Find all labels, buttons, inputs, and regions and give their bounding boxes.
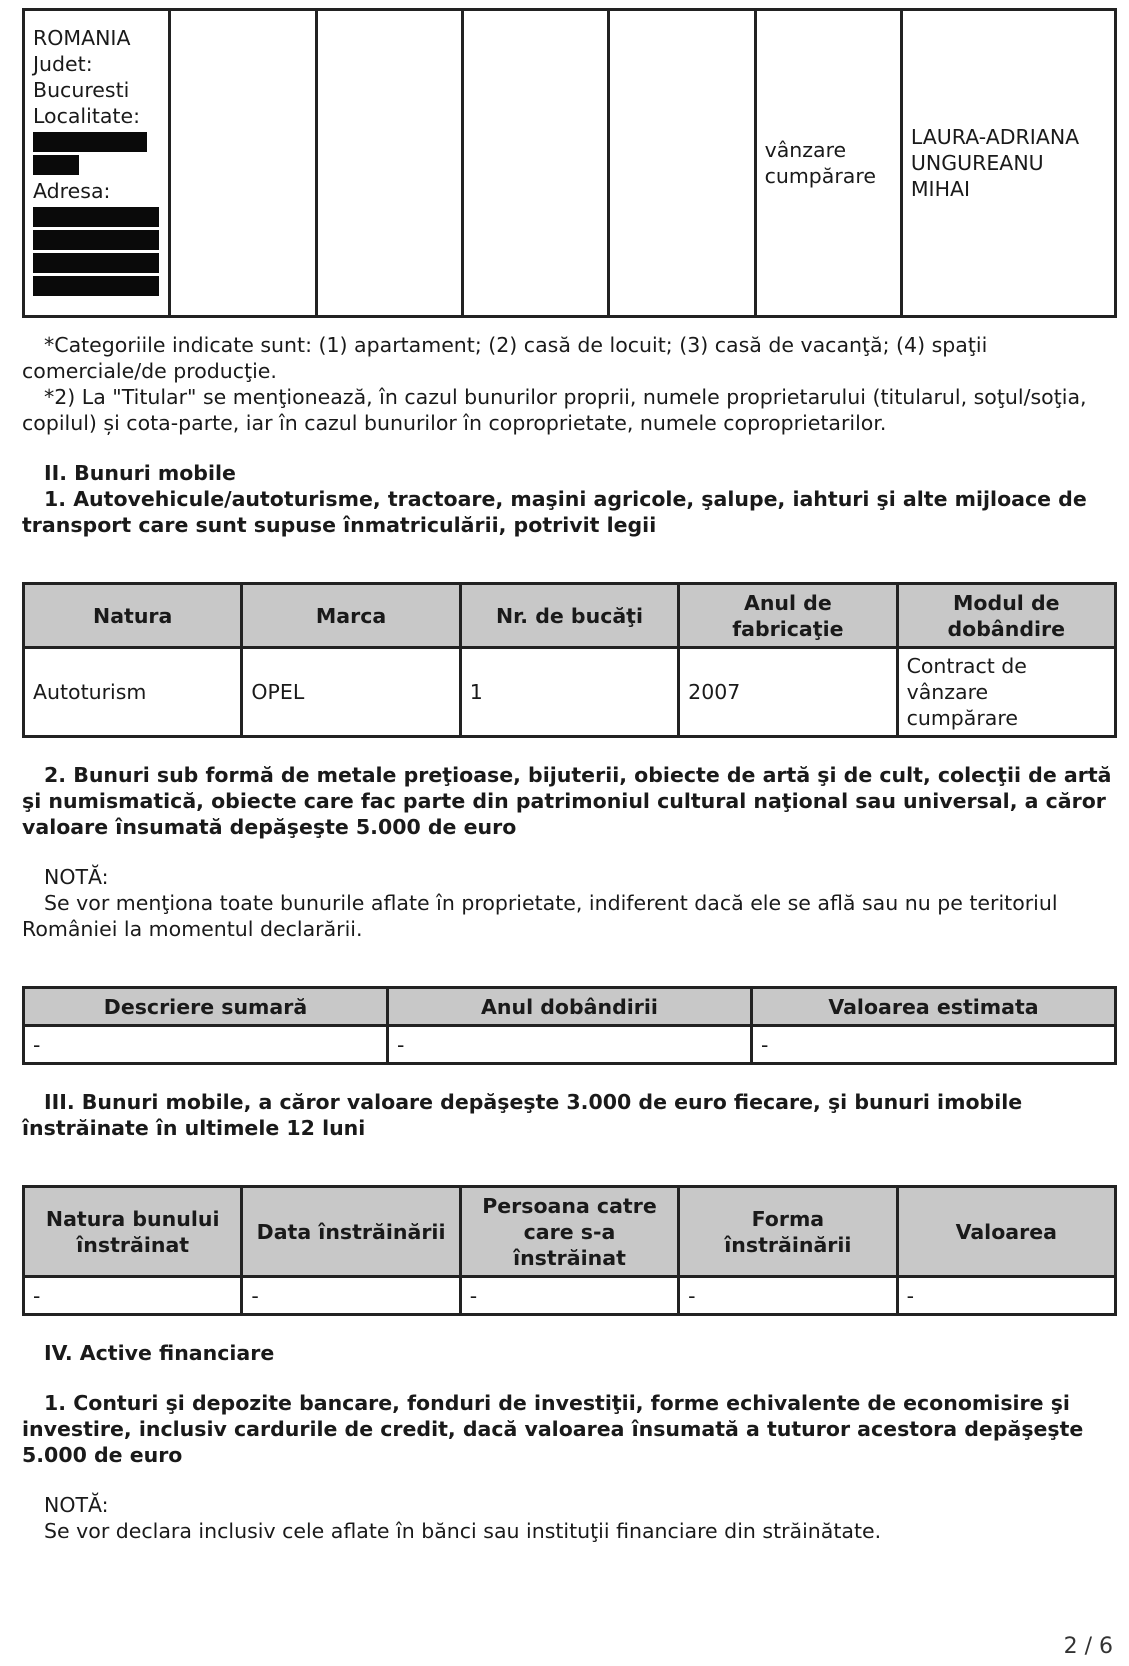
acquisition-mode-cell: vânzare cumpărare: [755, 10, 901, 317]
note-label: NOTĂ:: [44, 1493, 109, 1517]
table-row: [24, 10, 1116, 317]
owner-cell: LAURA-ADRIANA UNGUREANU MIHAI: [901, 10, 1115, 317]
column-header: Nr. de bucăţi: [460, 584, 678, 648]
table-cell: Contract de vânzare cumpărare: [897, 648, 1115, 737]
column-header: Data înstrăinării: [242, 1187, 460, 1277]
column-header: Modul de dobândire: [897, 584, 1115, 648]
table-cell: Autoturism: [24, 648, 242, 737]
empty-cell: [462, 10, 608, 317]
column-header: Natura: [24, 584, 242, 648]
table-row: [24, 648, 1116, 737]
subsection-heading: 2. Bunuri sub formă de metale preţioase, bijuterii, obiecte de artă şi de cult, colecţii de artă şi numismatică, obiecte care fac parte din patrimoniul cultural naţional sau universal, a căror valoare însumată depăşeşte 5.000 de euro: [22, 763, 1112, 839]
table-cell: -: [388, 1026, 752, 1064]
table-header-row: [24, 1187, 1116, 1277]
real-estate-table: [22, 8, 1117, 318]
column-header: Descriere sumară: [24, 988, 388, 1026]
column-header: Marca: [242, 584, 460, 648]
table-cell: -: [24, 1277, 242, 1315]
table-header-row: [24, 988, 1116, 1026]
redaction-bar: [33, 230, 159, 250]
column-header: Valoarea estimata: [752, 988, 1116, 1026]
subsection-heading: 1. Conturi şi depozite bancare, fonduri de investiţii, forme echivalente de economisire şi investire, inclusiv cardurile de credit, dacă valoarea însumată a tuturor acestora depăşeşte 5.000 de euro: [22, 1391, 1084, 1467]
page-number: 2 / 6: [1063, 1634, 1113, 1659]
table-cell: -: [752, 1026, 1116, 1064]
table-row: [24, 1026, 1116, 1064]
table-cell: 1: [460, 648, 678, 737]
categories-note: *Categoriile indicate sunt: (1) apartament; (2) casă de locuit; (3) casă de vacanţă; (4) spaţii comerciale/de producţie.: [22, 333, 988, 383]
address-locality-label: Localitate:: [33, 104, 140, 128]
alienated-assets-table: [22, 1185, 1117, 1316]
valuables-table: [22, 986, 1117, 1065]
titular-note: *2) La "Titular" se menţionează, în cazul bunurilor proprii, numele proprietarului (titularul, soţul/soţia, copilul) și cota-parte, iar în cazul bunurilor în coproprietate, numele coproprietarilor.: [22, 385, 1087, 435]
table-cell: -: [679, 1277, 897, 1315]
note-text: Se vor declara inclusiv cele aflate în bănci sau instituţii financiare din străinătate.: [44, 1519, 882, 1543]
redaction-bar: [33, 207, 159, 227]
vehicles-table: [22, 582, 1117, 738]
table-cell: -: [24, 1026, 388, 1064]
redaction-bar: [33, 132, 147, 152]
table-cell: -: [897, 1277, 1115, 1315]
section-heading: IV. Active financiare: [44, 1341, 275, 1365]
redaction-bar: [33, 253, 159, 273]
document-page: [22, 8, 1117, 1544]
redaction-bar: [33, 276, 159, 296]
column-header: Anul de fabricaţie: [679, 584, 897, 648]
table-header-row: [24, 584, 1116, 648]
column-header: Natura bunului înstrăinat: [24, 1187, 242, 1277]
table-cell: -: [460, 1277, 678, 1315]
empty-cell: [316, 10, 462, 317]
address-county: Bucuresti: [33, 78, 130, 102]
column-header: Persoana catre care s-a înstrăinat: [460, 1187, 678, 1277]
redaction-bar: [33, 155, 79, 175]
table-cell: OPEL: [242, 648, 460, 737]
note-label: NOTĂ:: [44, 865, 109, 889]
address-county-label: Judet:: [33, 52, 93, 76]
address-country: ROMANIA: [33, 26, 131, 50]
subsection-heading: 1. Autovehicule/autoturisme, tractoare, maşini agricole, şalupe, iahturi şi alte mijloace de transport care sunt supuse înmatriculării, potrivit legii: [22, 487, 1087, 537]
table-cell: -: [242, 1277, 460, 1315]
table-row: [24, 1277, 1116, 1315]
column-header: Valoarea: [897, 1187, 1115, 1277]
empty-cell: [609, 10, 755, 317]
address-cell: [24, 10, 170, 317]
address-street-label: Adresa:: [33, 179, 111, 203]
empty-cell: [170, 10, 316, 317]
section-heading: II. Bunuri mobile: [44, 461, 236, 485]
section-heading: III. Bunuri mobile, a căror valoare depăşeşte 3.000 de euro fiecare, şi bunuri imobile înstrăinate în ultimele 12 luni: [22, 1090, 1023, 1140]
column-header: Forma înstrăinării: [679, 1187, 897, 1277]
column-header: Anul dobândirii: [388, 988, 752, 1026]
table-cell: 2007: [679, 648, 897, 737]
note-text: Se vor menţiona toate bunurile aflate în proprietate, indiferent dacă ele se află sau nu pe teritoriul României la momentul declarării.: [22, 891, 1058, 941]
